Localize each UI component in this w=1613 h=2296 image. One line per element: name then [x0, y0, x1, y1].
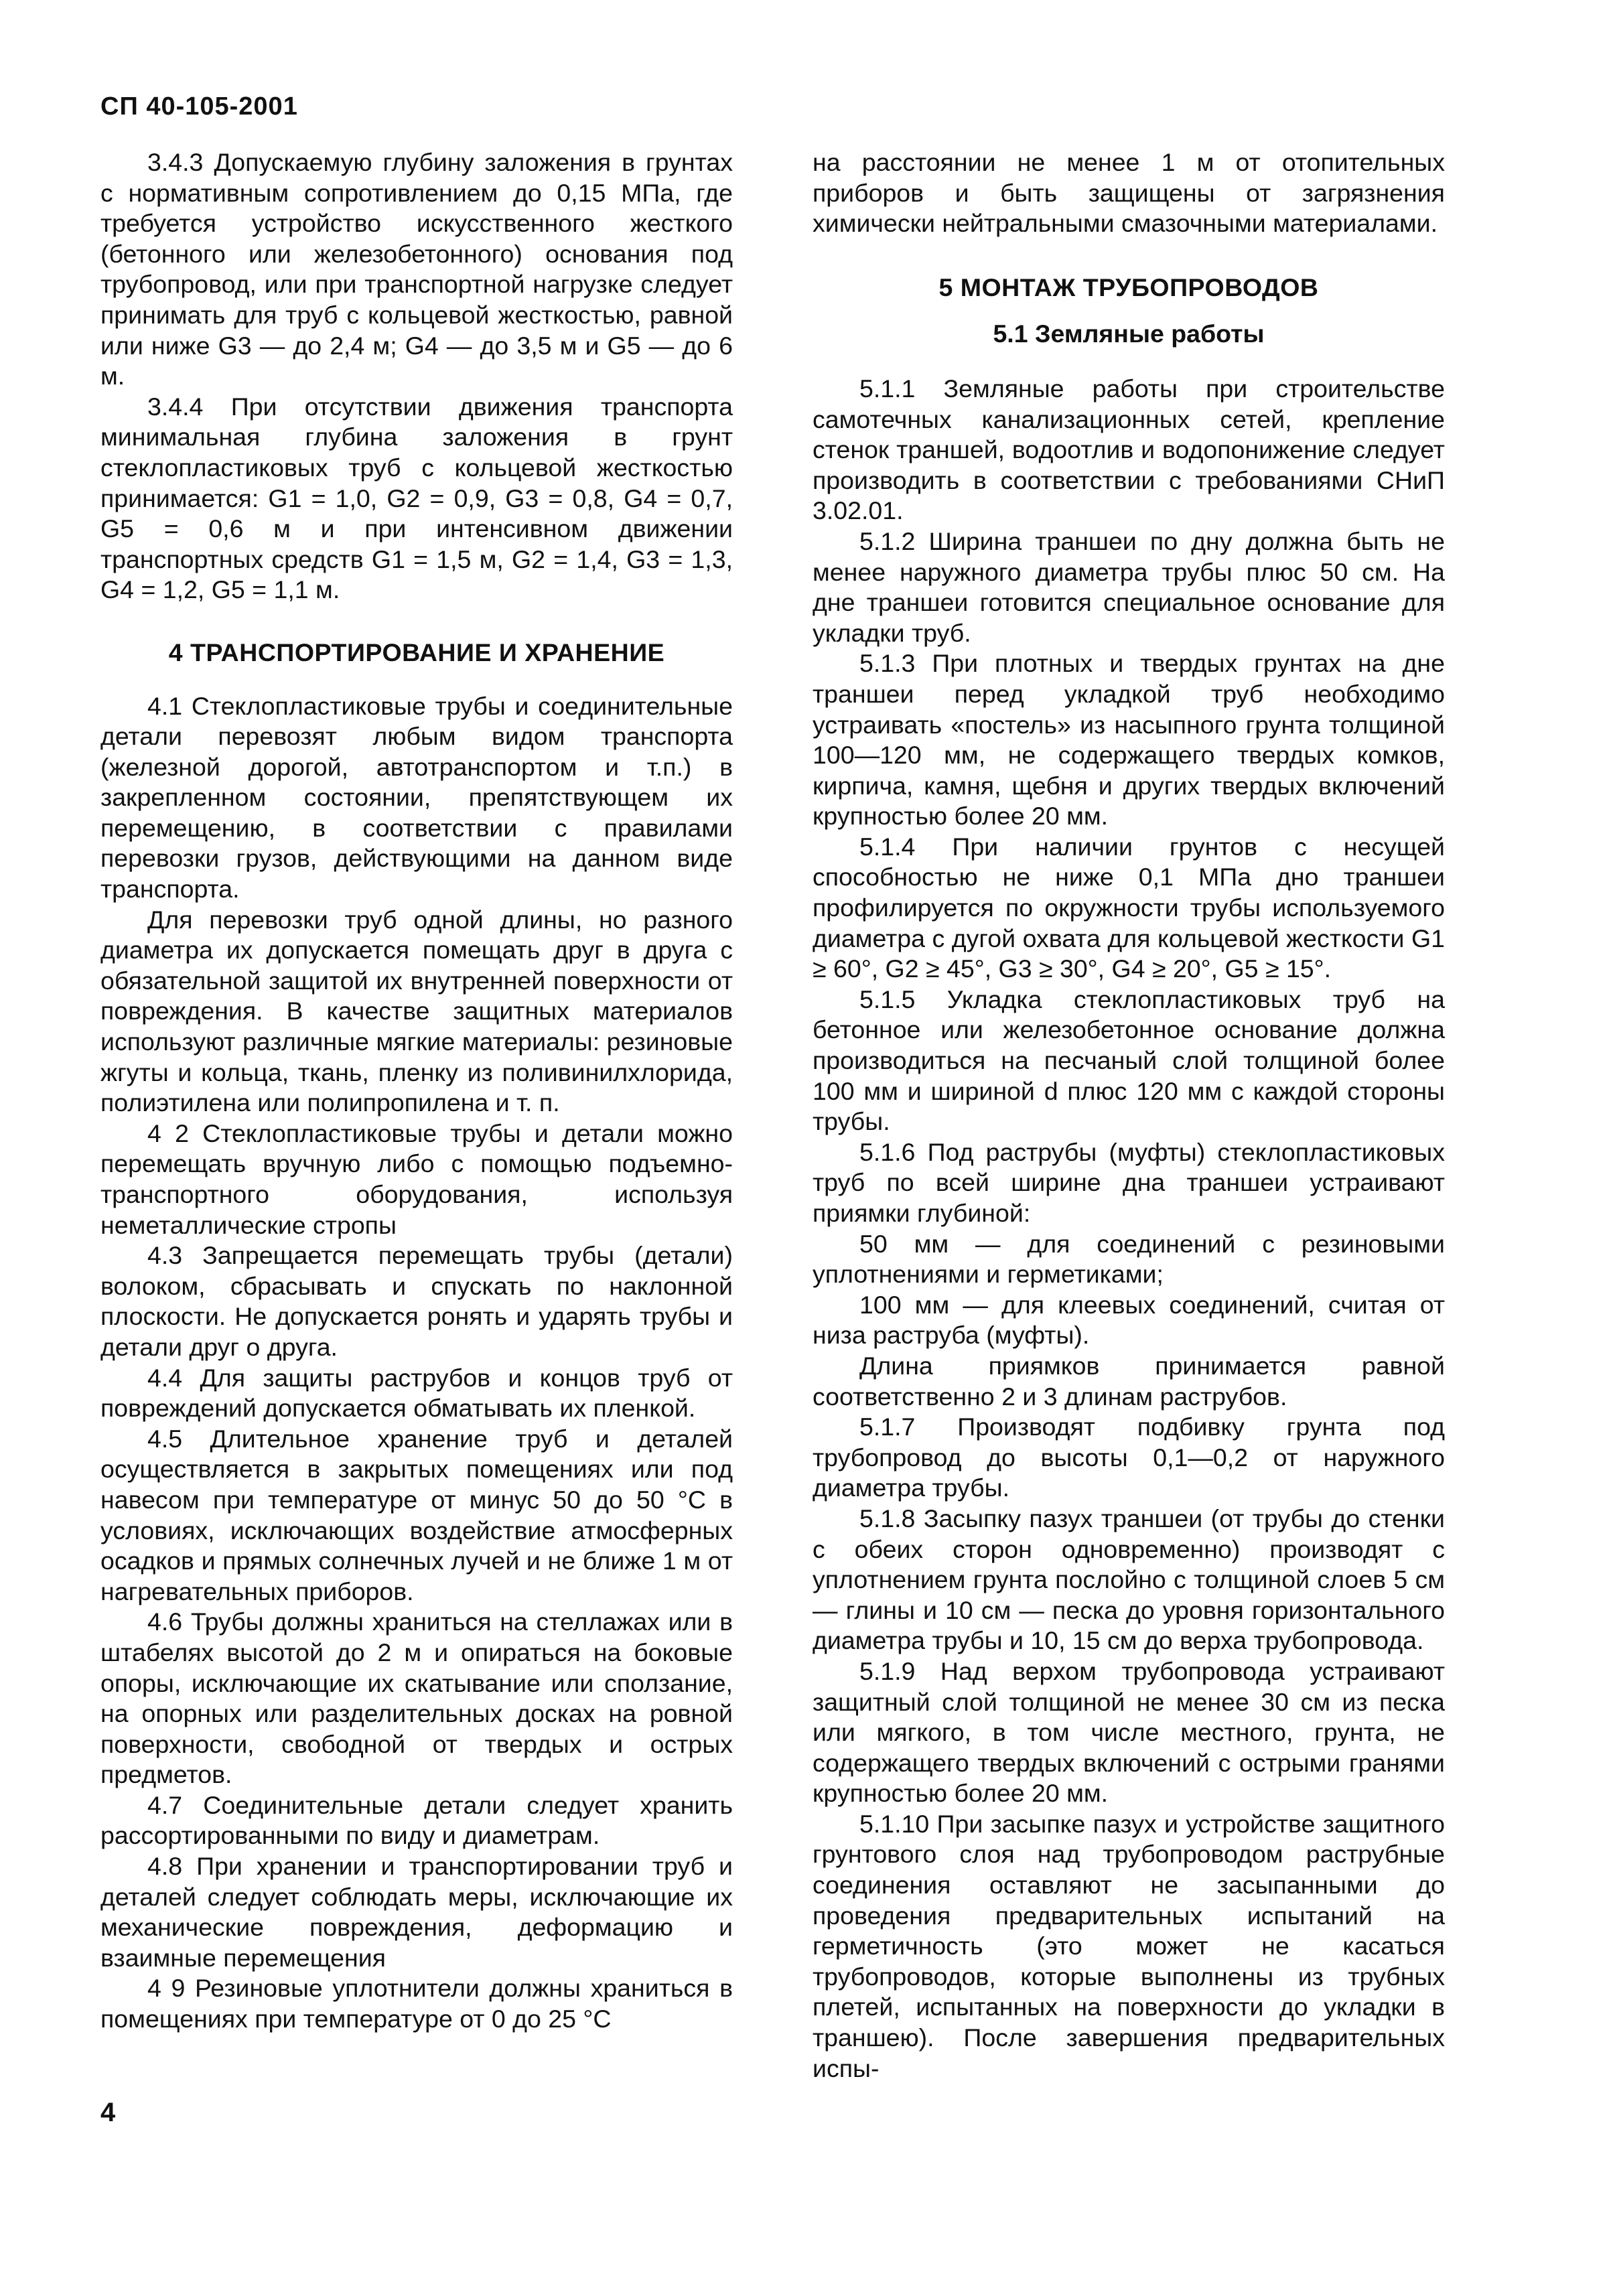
paragraph-5-1-3: 5.1.3 При плотных и твердых грунтах на дне траншеи перед укладкой труб необходимо устраивать «постель» из насыпного грунта толщиной 100—120 мм, не содержащего твердых комков, кирпича, камня, щебня и других твердых включений крупностью более 20 мм.	[813, 649, 1445, 831]
paragraph-4-9-continued: на расстоянии не менее 1 м от отопительных приборов и быть защищены от загрязнения химически нейтральными смазочными материалами.	[813, 148, 1445, 238]
section-5-title: 5 МОНТАЖ ТРУБОПРОВОДОВ	[938, 273, 1319, 301]
paragraph-5-1-6-item-a: 50 мм — для соединений с резиновыми уплотнениями и герметиками;	[813, 1229, 1445, 1289]
paragraph-5-1-6-note: Длина приямков принимается равной соответственно 2 и 3 длинам раструбов.	[813, 1351, 1445, 1411]
paragraph-4-6: 4.6 Трубы должны храниться на стеллажах или в штабелях высотой до 2 м и опираться на боковые опоры, исключающие их скатывание или сползание, на опорных или разделительных досках на ровной поверхности, свободной от твердых и острых предметов.	[100, 1607, 733, 1789]
paragraph-3-4-4: 3.4.4 При отсутствии движения транспорта минимальная глубина заложения в грунт стеклопластиковых труб с кольцевой жесткостью принимается: G1 = 1,0, G2 = 0,9, G3 = 0,8, G4 = 0,7, G5 = 0,6 м и при интенсивном движении транспортных средств G1 = 1,5 м, G2 = 1,4, G3 = 1,3, G4 = 1,2, G5 = 1,1 м.	[100, 392, 733, 604]
paragraph-4-1-continued: Для перевозки труб одной длины, но разного диаметра их допускается помещать друг в друга с обязательной защитой их внутренней поверхности от повреждения. В качестве защитных материалов используют различные мягкие материалы: резиновые жгуты и кольца, ткань, пленку из поливинилхлорида, полиэтилена или полипропилена и т. п.	[100, 905, 733, 1117]
paragraph-5-1-9: 5.1.9 Над верхом трубопровода устраивают защитный слой толщиной не менее 30 см из песка или мягкого, в том числе местного, грунта, не содержащего твердых включений с острыми гранями крупностью более 20 мм.	[813, 1656, 1445, 1808]
paragraph-4-5: 4.5 Длительное хранение труб и деталей осуществляется в закрытых помещениях или под навесом при температуре от минус 50 до 50 °С в условиях, исключающих воздействие атмосферных осадков и прямых солнечных лучей и не ближе 1 м от нагревательных приборов.	[100, 1424, 733, 1605]
document-code-header: СП 40-105-2001	[100, 92, 298, 121]
paragraph-5-1-6: 5.1.6 Под раструбы (муфты) стеклопластиковых труб по всей ширине дна траншеи устраивают приямки глубиной:	[813, 1137, 1445, 1227]
paragraph-5-1-7: 5.1.7 Производят подбивку грунта под трубопровод до высоты 0,1—0,2 от наружного диаметра трубы.	[813, 1413, 1445, 1502]
paragraph-4-8: 4.8 При хранении и транспортировании труб и деталей следует соблюдать меры, исключающие их механические повреждения, деформацию и взаимные перемещения	[100, 1852, 733, 1972]
paragraph-5-1-5: 5.1.5 Укладка стеклопластиковых труб на бетонное или железобетонное основание должна производиться на песчаный слой толщиной более 100 мм и шириной d плюс 120 мм с каждой стороны трубы.	[813, 985, 1445, 1136]
paragraph-4-9: 4 9 Резиновые уплотнители должны храниться в помещениях при температуре от 0 до 25 °С	[100, 1974, 733, 2033]
section-4-title: 4 ТРАНСПОРТИРОВАНИЕ И ХРАНЕНИЕ	[168, 638, 665, 666]
paragraph-4-7: 4.7 Соединительные детали следует хранить рассортированными по виду и диаметрам.	[100, 1790, 733, 1850]
paragraph-3-4-3: 3.4.3 Допускаемую глубину заложения в грунтах с нормативным сопротивлением до 0,15 МПа, где требуется устройство искусственного жесткого (бетонного или железобетонного) основания под трубопровод, или при транспортной нагрузке следует принимать для труб с кольцевой жесткостью, равной или ниже G3 — до 2,4 м; G4 — до 3,5 м и G5 — до 6 м.	[100, 148, 733, 390]
page-number: 4	[100, 2098, 116, 2127]
paragraph-5-1-6-item-b: 100 мм — для клеевых соединений, считая от низа раструба (муфты).	[813, 1290, 1445, 1350]
paragraph-4-4: 4.4 Для защиты раструбов и концов труб от повреждений допускается обматывать их пленкой.	[100, 1363, 733, 1423]
paragraph-4-2: 4 2 Стеклопластиковые трубы и детали можно перемещать вручную либо с помощью подъемно-транспортного оборудования, используя неметаллические стропы	[100, 1119, 733, 1239]
paragraph-4-3: 4.3 Запрещается перемещать трубы (детали) волоком, сбрасывать и спускать по наклонной плоскости. Не допускается ронять и ударять трубы и детали друг о друга.	[100, 1241, 733, 1361]
paragraph-5-1-10: 5.1.10 При засыпке пазух и устройстве защитного грунтового слоя над трубопроводом раструбные соединения оставляют не засыпанными до проведения предварительных испытаний на герметичность (это может не касаться трубопроводов, которые выполнены из трубных плетей, испытанных на поверхности до укладки в траншею). После завершения предварительных испы-	[813, 1809, 1445, 2082]
subsection-5-1-title: 5.1 Земляные работы	[993, 319, 1265, 348]
paragraph-4-1: 4.1 Стеклопластиковые трубы и соединительные детали перевозят любым видом транспорта (железной дорогой, автотранспортом и т.п.) в закрепленном состоянии, препятствующем их перемещению, в соответствии с правилами перевозки грузов, действующими на данном виде транспорта.	[100, 691, 733, 904]
right-text-column	[813, 147, 1445, 2084]
left-text-column	[100, 147, 733, 2035]
paragraph-5-1-8: 5.1.8 Засыпку пазух траншеи (от трубы до стенки с обеих сторон одновременно) производят с уплотнением грунта послойно с толщиной слоев 5 см — глины и 10 см — песка до уровня горизонтального диаметра трубы и 10, 15 см до верха трубопровода.	[813, 1504, 1445, 1655]
paragraph-5-1-2: 5.1.2 Ширина траншеи по дну должна быть не менее наружного диаметра трубы плюс 50 см. На дне траншеи готовится специальное основание для укладки труб.	[813, 526, 1445, 647]
paragraph-5-1-1: 5.1.1 Земляные работы при строительстве самотечных канализационных сетей, крепление стенок траншей, водоотлив и водопонижение следует производить в соответствии с требованиями СНиП 3.02.01.	[813, 374, 1445, 525]
paragraph-5-1-4: 5.1.4 При наличии грунтов с несущей способностью не ниже 0,1 МПа дно траншеи профилируется по окружности трубы используемого диаметра с дугой охвата для кольцевой жесткости G1 ≥ 60°, G2 ≥ 45°, G3 ≥ 30°, G4 ≥ 20°, G5 ≥ 15°.	[813, 832, 1445, 983]
